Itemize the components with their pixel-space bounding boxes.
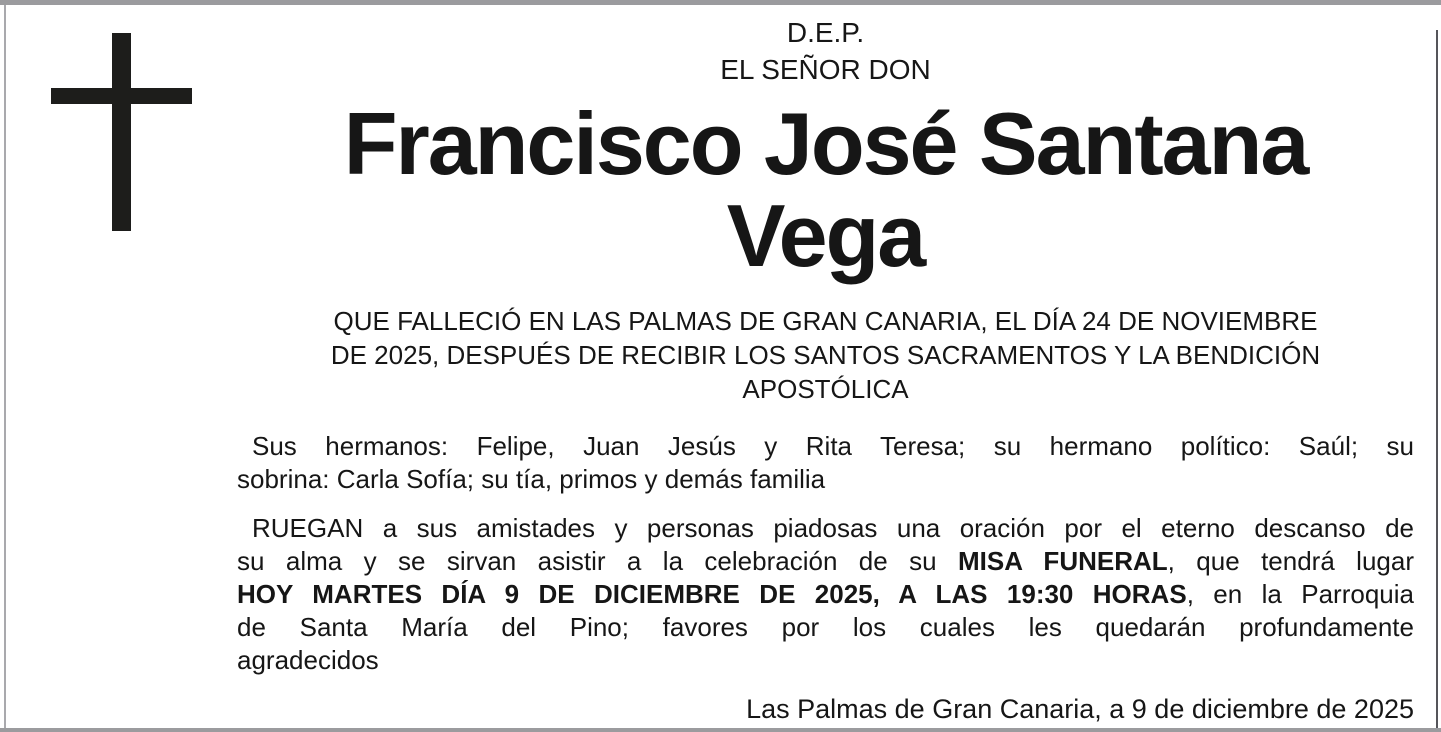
place-and-date-line: Las Palmas de Gran Canaria, a 9 de diciembre de 2025 — [746, 694, 1414, 724]
text-line — [237, 372, 1414, 406]
bottom-border — [0, 728, 1441, 732]
left-border — [4, 5, 6, 728]
text-segment: APOSTÓLICA — [742, 374, 909, 404]
family-members-paragraph — [237, 430, 1414, 496]
text-line — [237, 338, 1414, 372]
text-segment: DE 2025, DESPUÉS DE RECIBIR LOS SANTOS SACRAMENTOS Y LA BENDICIÓN — [330, 340, 1321, 370]
text-line — [237, 611, 1414, 644]
death-announcement — [237, 304, 1414, 406]
text-line — [237, 186, 1414, 285]
text-line — [237, 463, 1414, 496]
text-segment: Sus hermanos: Felipe, Juan Jesús y Rita Teresa; su hermano político: Saúl; su — [252, 431, 1414, 461]
cross-horizontal-bar — [51, 88, 192, 104]
text-segment: , que tendrá lugar — [1167, 546, 1415, 576]
bold-text-segment: MISA FUNERAL — [958, 546, 1168, 576]
rip-abbreviation: D.E.P. — [786, 17, 865, 48]
right-border — [1436, 30, 1438, 728]
text-segment: QUE FALLECIÓ EN LAS PALMAS DE GRAN CANARIA, EL DÍA 24 DE NOVIEMBRE — [333, 306, 1318, 336]
text-segment: , en la Parroquia — [1186, 579, 1414, 609]
text-segment: RUEGAN a sus amistades y personas piadosas una oración por el eterno descanso de — [252, 513, 1414, 543]
text-segment: Vega — [726, 186, 925, 285]
notice-content — [237, 0, 1414, 725]
text-segment: de Santa María del Pino; favores por los cuales les quedarán profundamente — [237, 612, 1414, 642]
text-line — [237, 430, 1414, 463]
cross-vertical-bar — [112, 33, 131, 231]
prayer-request-paragraph — [237, 512, 1414, 677]
text-line — [237, 644, 1414, 677]
deceased-name — [237, 94, 1414, 285]
bold-text-segment: HOY MARTES DÍA 9 DE DICIEMBRE DE 2025, A LAS 19:30 HORAS — [237, 579, 1187, 609]
text-segment: agradecidos — [237, 645, 379, 675]
text-line — [237, 304, 1414, 338]
text-line — [237, 578, 1414, 611]
text-segment: Francisco José Santana — [343, 94, 1308, 193]
latin-cross-icon — [51, 33, 192, 231]
text-segment: su alma y se sirvan asistir a la celebración de su — [237, 546, 958, 576]
honorific-title: EL SEÑOR DON — [720, 54, 931, 85]
text-line — [237, 94, 1414, 193]
text-line — [237, 545, 1414, 578]
text-line — [237, 512, 1414, 545]
text-segment: sobrina: Carla Sofía; su tía, primos y demás familia — [237, 464, 826, 494]
